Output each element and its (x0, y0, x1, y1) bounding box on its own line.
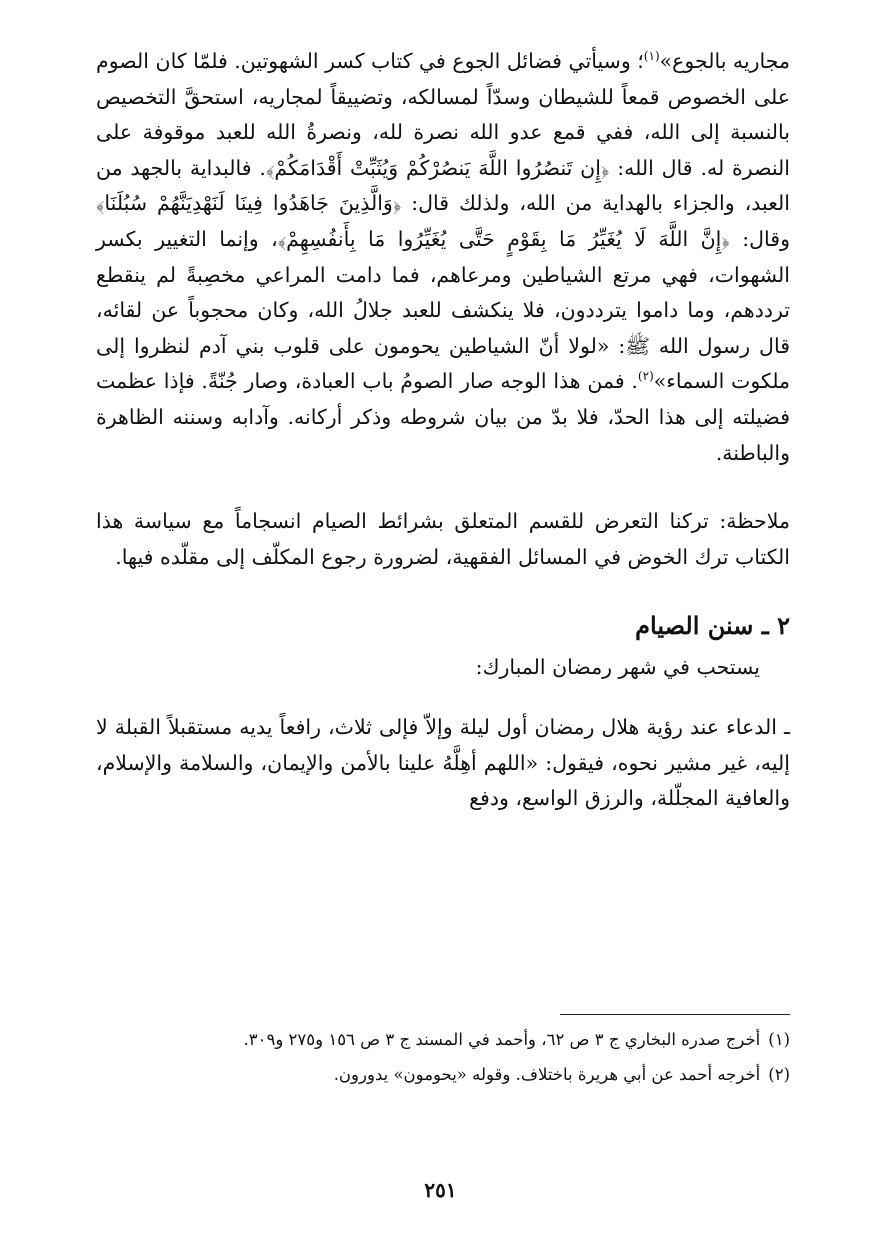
footnote-ref-1: (١) (643, 49, 660, 64)
paragraph-text-c: . فمن هذا الوجه صار الصومُ باب العبادة، وصار جُنّةً. فإذا عظمت فضيلته إلى هذا الحدّ، فلا بدّ من بيان شروطه وذكر أركانه. وآدابه وسننه الظاهرة والباطنة. (96, 369, 790, 465)
note-paragraph: ملاحظة: تركنا التعرض للقسم المتعلق بشرائط الصيام انسجاماً مع سياسة هذا الكتاب ترك الخوض في المسائل الفقهية، لضرورة رجوع المكلّف إلى مقلّده فيها. (96, 509, 790, 569)
footnote-1-text: أخرج صدره البخاري ج ٣ ص ٦٢، وأحمد في المسند ج ٣ ص ١٥٦ و٢٧٥ و٣٠٩. (243, 1030, 761, 1049)
footnote-2 (96, 1061, 790, 1088)
section-heading: ٢ ـ سنن الصيام (635, 611, 790, 641)
main-paragraph (96, 44, 790, 471)
footnote-1 (96, 1026, 790, 1053)
footnote-divider (560, 1014, 790, 1015)
footnote-2-text: أخرجه أحمد عن أبي هريرة باختلاف. وقوله «يحومون» يدورون. (333, 1065, 761, 1084)
footnote-1-number: (١) (768, 1030, 790, 1049)
page-number: ٢٥١ (424, 1178, 457, 1202)
paragraph-text-b: ؛ وسيأتي فضائل الجوع في كتاب كسر الشهوتين. فلمّا كان الصوم على الخصوص قمعاً للشيطان وسدّاً لمسالكه، وتضييقاً لمجاريه، استحقَّ التخصيص بالنسبة إلى الله، ففي قمع عدو الله نصرة لله، ونصرةُ الله للعبد موقوفة على النصرة له. قال الله: ﴿إِن تَنصُرُوا اللَّهَ يَنصُرْكُمْ وَيُثَبِّتْ أَقْدَامَكُمْ﴾. فالبداية بالجهد من العبد، والجزاء بالهداية من الله، ولذلك قال: ﴿وَالَّذِينَ جَاهَدُوا فِينَا لَنَهْدِيَنَّهُمْ سُبُلَنَا﴾ وقال: ﴿إِنَّ اللَّهَ لَا يُغَيِّرُ مَا بِقَوْمٍ حَتَّى يُغَيِّرُوا مَا بِأَنفُسِهِمْ﴾، وإنما التغيير بكسر الشهوات، فهي مرتع الشياطين ومرعاهم، فما دامت المراعي مخصِبةً لم ينقطع ترددهم، وما داموا يترددون، فلا ينكشف للعبد جلالُ الله، وكان محجوباً عن لقائه، قال رسول الله ﷺ: «لولا أنّ الشياطين يحومون على قلوب بني آدم لنظروا إلى ملكوت السماء» (96, 49, 791, 394)
sunnah-paragraph: ـ الدعاء عند رؤية هلال رمضان أول ليلة وإلاّ فإلى ثلاث، رافعاً يديه مستقبلاً القبلة لا إليه، غير مشير نحوه، فيقول: «اللهم أهِلَّهُ علينا بالأمن والإيمان، والسلامة والإسلام، والعافية المجلّلة، والرزق الواسع، ودفع (96, 714, 790, 811)
intro-line: يستحب في شهر رمضان المبارك: (475, 655, 760, 680)
footnotes-section (96, 1026, 790, 1088)
page-body (96, 44, 790, 817)
paragraph-text-a: مجاريه بالجوع» (659, 49, 790, 73)
footnote-ref-2: (٢) (637, 369, 654, 384)
footnote-2-number: (٢) (768, 1065, 790, 1084)
